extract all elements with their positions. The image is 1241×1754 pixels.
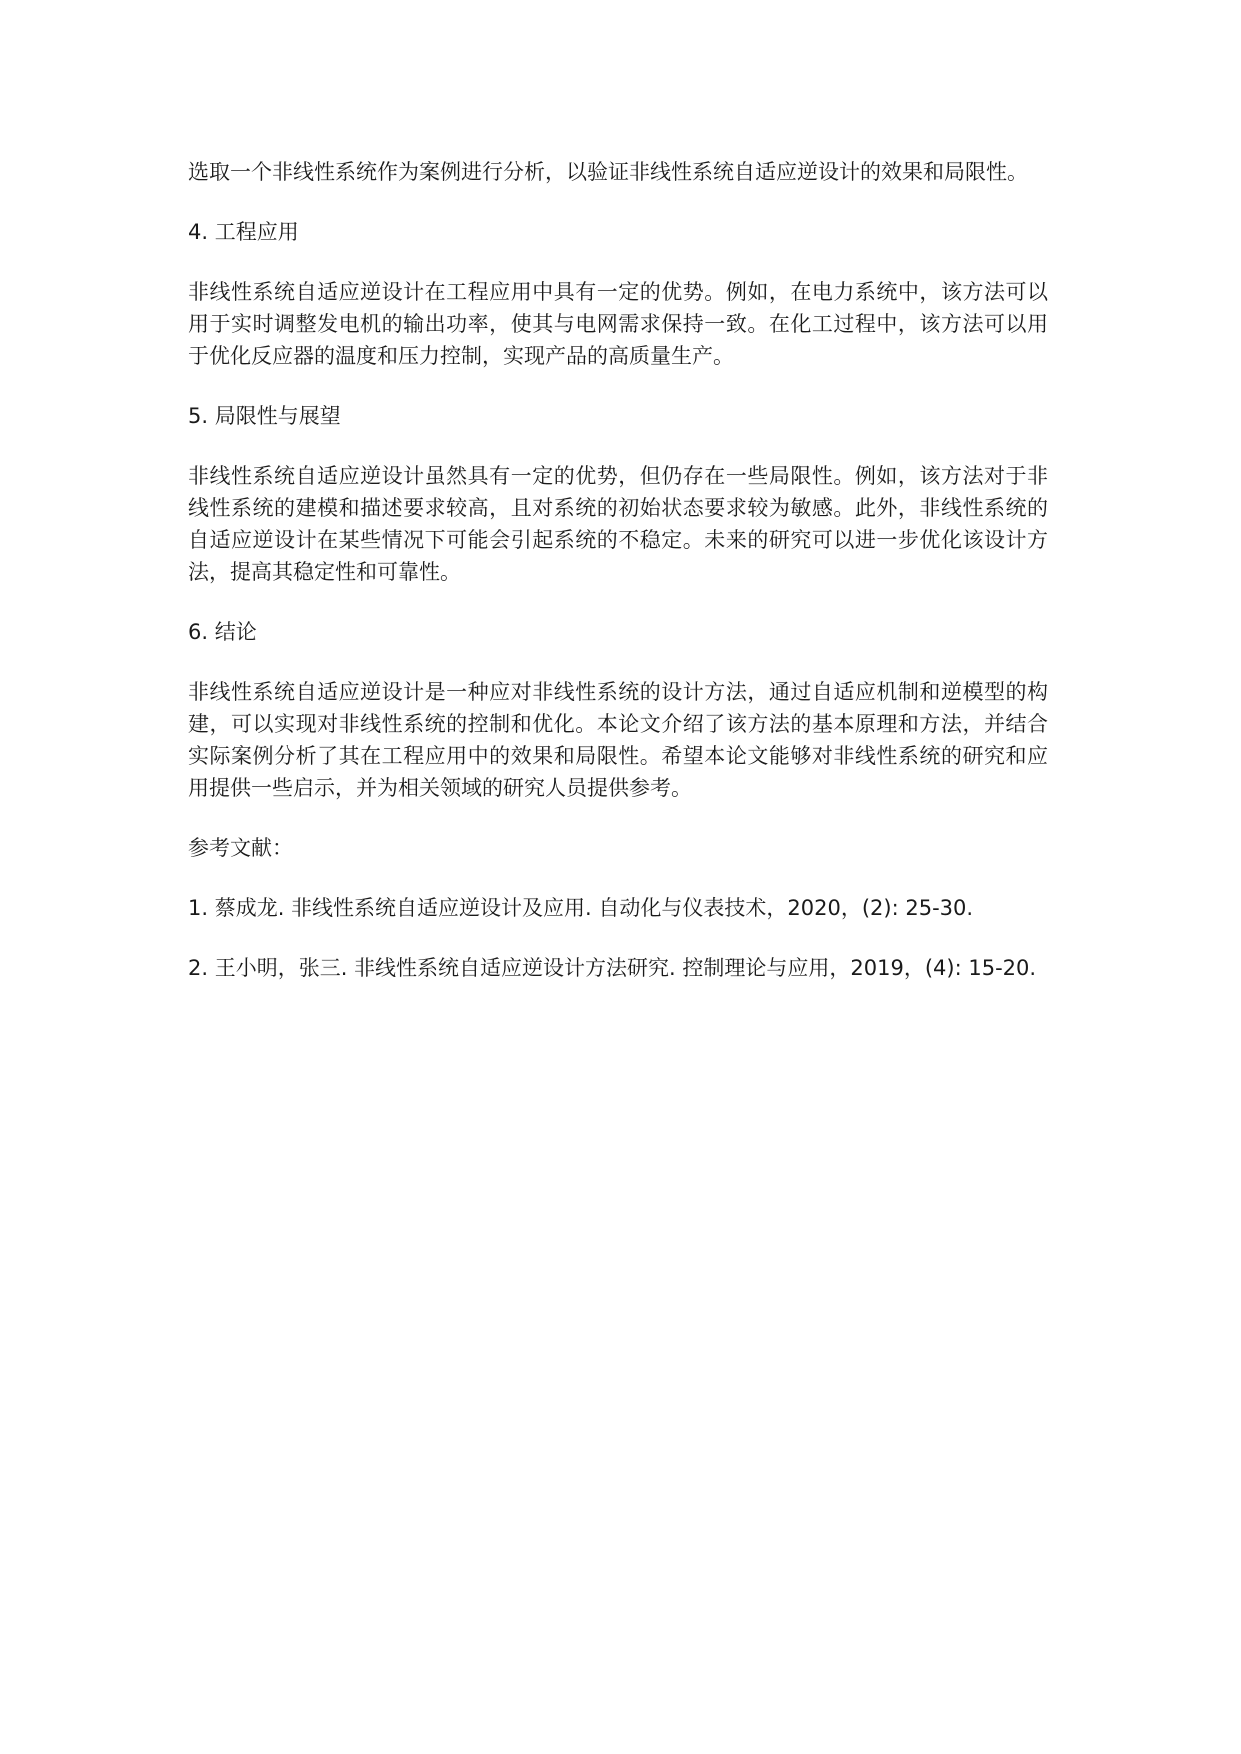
section-paragraph-conclusion: 非线性系统自适应逆设计是一种应对非线性系统的设计方法，通过自适应机制和逆模型的构建，可以实现对非线性系统的控制和优化。本论文介绍了该方法的基本原理和方法，并结合实际案例分析了其在工程应用中的效果和局限性。希望本论文能够对非线性系统的研究和应用提供一些启示，并为相关领域的研究人员提供参考。 — [188, 680, 1048, 800]
section-heading-limitations-outlook: 5. 局限性与展望 — [188, 404, 341, 428]
section-paragraph-engineering-application: 非线性系统自适应逆设计在工程应用中具有一定的优势。例如，在电力系统中，该方法可以用于实时调整发电机的输出功率，使其与电网需求保持一致。在化工过程中，该方法可以用于优化反应器的温度和压力控制，实现产品的高质量生产。 — [188, 280, 1048, 368]
references-title: 参考文献： — [188, 836, 293, 860]
reference-item: 1. 蔡成龙. 非线性系统自适应逆设计及应用. 自动化与仪表技术，2020，(2): 25-30. — [188, 896, 974, 920]
section-paragraph-limitations-outlook: 非线性系统自适应逆设计虽然具有一定的优势，但仍存在一些局限性。例如，该方法对于非线性系统的建模和描述要求较高，且对系统的初始状态要求较为敏感。此外，非线性系统的自适应逆设计在某些情况下可能会引起系统的不稳定。未来的研究可以进一步优化该设计方法，提高其稳定性和可靠性。 — [188, 464, 1048, 584]
reference-item: 2. 王小明，张三. 非线性系统自适应逆设计方法研究. 控制理论与应用，2019，(4): 15-20. — [188, 956, 1037, 980]
intro-paragraph: 选取一个非线性系统作为案例进行分析，以验证非线性系统自适应逆设计的效果和局限性。 — [188, 160, 1028, 184]
document-body — [188, 156, 1048, 1012]
section-heading-conclusion: 6. 结论 — [188, 620, 257, 644]
section-heading-engineering-application: 4. 工程应用 — [188, 220, 299, 244]
